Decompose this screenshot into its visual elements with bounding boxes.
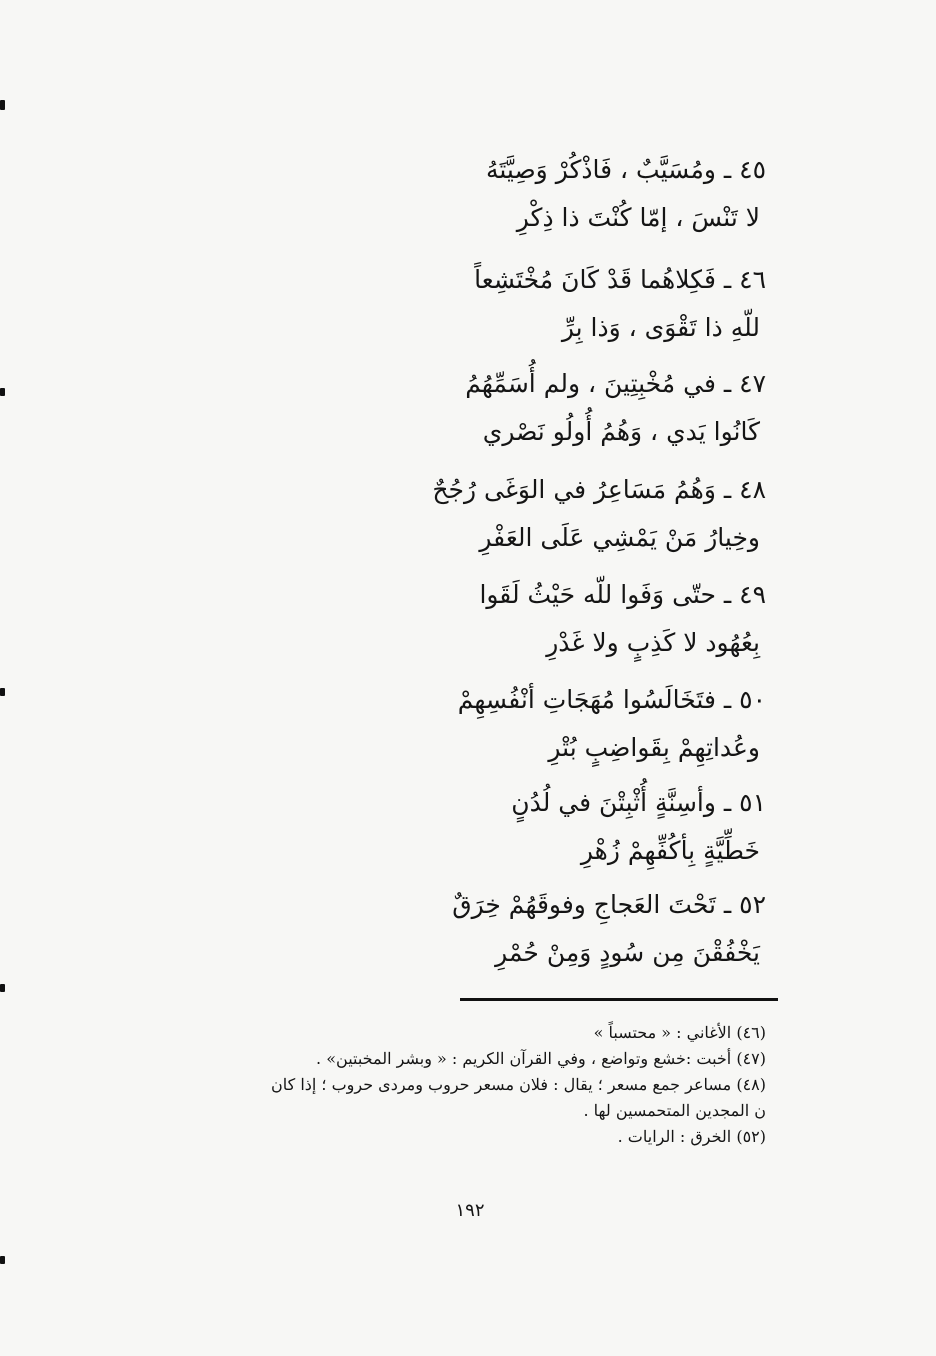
verse-50	[166, 680, 766, 768]
verse-45	[166, 150, 766, 238]
verse-48	[166, 470, 766, 558]
verse-47	[166, 364, 766, 452]
verse-line-1: ٤٥ ـ ومُسَيَّبٌ ، فَاذْكُرْ وَصِيَّتَهُ	[485, 155, 766, 184]
footnote-48: (٤٨) مساعر جمع مسعر ؛ يقال : فلان مسعر حروب ومردى حروب ؛ إذا كان	[270, 1075, 766, 1094]
verse-52	[166, 885, 766, 973]
scan-edge-mark	[0, 388, 5, 396]
verse-line-2: يَخْفُقْنَ مِن سُودٍ وَمِنْ حُمْرِ	[495, 938, 760, 967]
verse-line-1: ٥٠ ـ فتَخَالَسُوا مُهَجَاتِ أنْفُسِهِمْ	[457, 685, 766, 714]
footnotes	[146, 1020, 766, 1150]
verse-49	[166, 575, 766, 663]
verse-46	[166, 260, 766, 348]
footnote-separator	[460, 998, 778, 1001]
verse-51	[166, 783, 766, 871]
verse-line-2: وخِيارُ مَنْ يَمْشِي عَلَى العَفْرِ	[479, 523, 760, 552]
scan-edge-mark	[0, 1256, 5, 1264]
verse-line-2: للّهِ ذا تَقْوَى ، وَذا بِرِّ	[561, 313, 760, 342]
verse-line-2: لا تَنْسَ ، إمّا كُنْتَ ذا ذِكْرِ	[516, 203, 760, 232]
verse-line-1: ٤٧ ـ في مُخْبِتِينَ ، ولم أُسَمِّهُمُ	[465, 369, 766, 398]
verse-line-1: ٤٨ ـ وَهُمُ مَسَاعِرُ في الوَغَى رُجُحٌ	[432, 475, 766, 504]
verse-line-2: كَانُوا يَدي ، وَهُمُ أُولُو نَصْري	[482, 417, 760, 446]
verse-line-1: ٤٦ ـ فَكِلاهُما قَدْ كَانَ مُخْتَشِعاً	[474, 265, 766, 294]
verse-line-1: ٥٢ ـ تَحْتَ العَجاجِ وفوقَهُمْ خِرَقٌ	[452, 890, 766, 919]
verse-line-2: خَطِّيَّةٍ بِأكُفِّهِمْ زُهْرِ	[580, 836, 760, 865]
footnote-47: (٤٧) أخبت :خشع وتواضع ، وفي القرآن الكريم : « وبشر المخبتين» .	[316, 1049, 766, 1068]
verse-line-2: وعُداتِهِمْ بِقَواضِبٍ بُتْرِ	[548, 733, 760, 762]
footnote-48-continued: ن المجدين المتحمسين لها .	[583, 1101, 766, 1120]
scan-edge-mark	[0, 100, 5, 110]
footnote-52: (٥٢) الخرق : الرايات .	[617, 1127, 766, 1146]
verse-line-1: ٥١ ـ وأسِنَّةٍ أُثْبِتْنَ في لُدُنٍ	[511, 788, 766, 817]
scan-edge-mark	[0, 984, 5, 992]
scan-edge-mark	[0, 688, 5, 696]
footnote-46: (٤٦) الأغاني : « محتسباً »	[593, 1023, 766, 1042]
verse-line-2: بِعُهُود لا كَذِبٍ ولا غَدْرِ	[546, 628, 760, 657]
verse-line-1: ٤٩ ـ حتّى وَفَوا للّه حَيْثُ لَقَوا	[479, 580, 766, 609]
page-number: ١٩٢	[455, 1200, 485, 1221]
